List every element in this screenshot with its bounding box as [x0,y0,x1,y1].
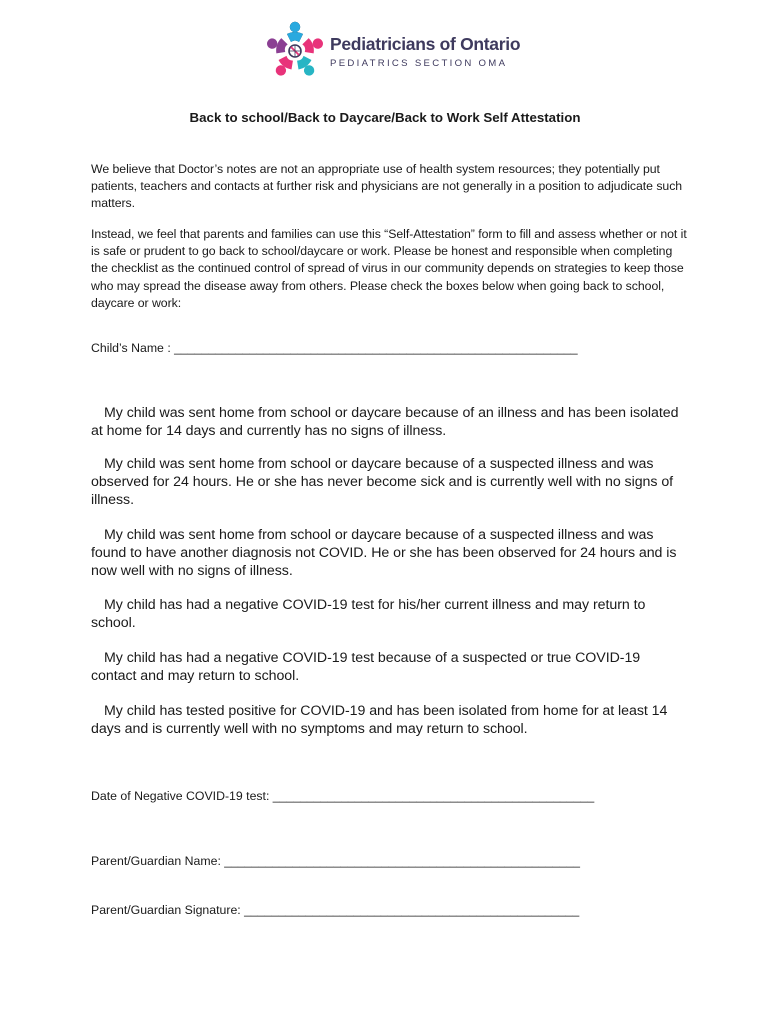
intro-paragraph-1: We believe that Doctor’s notes are not an appropriate use of health system resources; they potentially put patients, teachers and contacts at further risk and physicians are not generally in a position to adjudicate such matters. [91,162,683,211]
pediatricians-emblem-icon [262,18,328,84]
intro-paragraph-2: Instead, we feel that parents and families can use this “Self-Attestation” form to fill and assess whether or not it is safe or prudent to go back to school/daycare or work. Please be honest and responsible when completing the checklist as the continued control of spread of virus in our community depends on strategies to keep those who may spread the disease away from others. Please check the boxes below when going back to school, daycare or work: [91,227,687,310]
checklist-item[interactable] [91,456,681,509]
guardian-signature-field[interactable]: Parent/Guardian Signature: _________________________________________________ [91,903,580,917]
organization-name: Pediatricians of Ontario [330,34,521,54]
negative-test-date-field[interactable]: Date of Negative COVID-19 test: _______________________________________________ [91,789,595,803]
checklist-item-text: My child has had a negative COVID-19 test because of a suspected or true COVID-19 contact and may return to school. [91,650,641,684]
checklist-item-text: My child has tested positive for COVID-19 and has been isolated from home for at least 14 days and is currently well with no symptoms and may return to school. [91,703,668,737]
checklist-item[interactable] [91,703,681,739]
header-logo [262,18,532,84]
checklist-item-text: My child was sent home from school or daycare because of a suspected illness and was observed for 24 hours. He or she has never become sick and is currently well with no signs of illness. [91,456,674,508]
checklist-item-text: My child was sent home from school or daycare because of an illness and has been isolated at home for 14 days and currently has no signs of illness. [91,405,679,439]
checklist-item[interactable] [91,405,681,441]
checklist-item-text: My child has had a negative COVID-19 test for his/her current illness and may return to school. [91,597,646,631]
document-title: Back to school/Back to Daycare/Back to Work Self Attestation [189,110,581,125]
guardian-name-field[interactable]: Parent/Guardian Name: ____________________________________________________ [91,854,580,868]
checklist-item[interactable] [91,527,681,580]
checklist-item-text: My child was sent home from school or daycare because of a suspected illness and was found to have another diagnosis not COVID. He or she has been observed for 24 hours and is now well with no signs of illness. [91,527,677,579]
checklist-item[interactable] [91,597,681,633]
checklist-item[interactable] [91,650,681,686]
organization-subtitle: PEDIATRICS SECTION OMA [330,58,508,69]
childs-name-field[interactable]: Child’s Name : ___________________________________________________________ [91,341,578,355]
